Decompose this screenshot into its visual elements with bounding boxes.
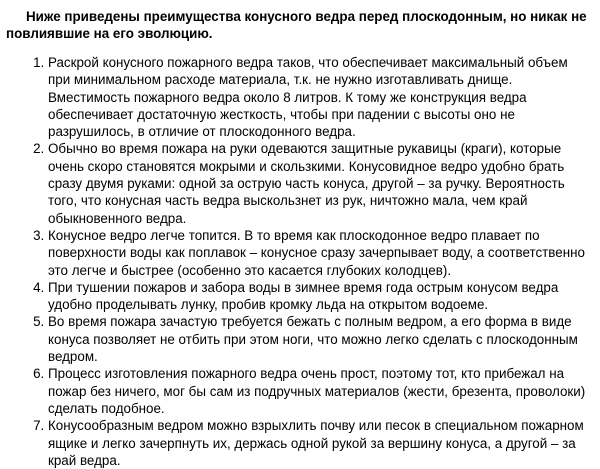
list-item: 1. Раскрой конусного пожарного ведра таков, что обеспечивает максимальный объем при минимальном расходе материала, т.к. не нужно изготавливать днище. Вместимость пожарного ведра около 8 литров. К тому же конструкция ведра обеспечивает достаточную жесткость, чтобы при падении с высоты оно не разрушилось, в отличие от плоскодонного ведра. bbox=[48, 54, 592, 140]
list-item: 3. Конусное ведро легче топится. В то время как плоскодонное ведро плавает по поверхности воды как поплавок – конусное сразу зачерпывает воду, а соответственно это легче и быстрее (особенно это касается глубоких колодцев). bbox=[48, 227, 592, 279]
list-item: 7. Конусообразным ведром можно взрыхлить почву или песок в специальном пожарном ящике и легко зачерпнуть их, держась одной рукой за вершину конуса, а другой – за край ведра. bbox=[48, 417, 592, 469]
list-item: 5. Во время пожара зачастую требуется бежать с полным ведром, а его форма в виде конуса позволяет не отбить при этом ноги, что можно легко сделать с плоскодонным ведром. bbox=[48, 313, 592, 365]
list-item: 4. При тушении пожаров и забора воды в зимнее время года острым конусом ведра удобно проделывать лунку, пробив кромку льда на открытом водоеме. bbox=[48, 279, 592, 314]
list-item: 2. Обычно во время пожара на руки одеваются защитные рукавицы (краги), которые очень скоро становятся мокрыми и скользкими. Конусовидное ведро удобно брать сразу двумя руками: одной за острую часть конуса, другой – за ручку. Вероятность того, что конусная часть ведра выскользнет из рук, ничтожно мала, чем край обыкновенного ведра. bbox=[48, 140, 592, 226]
list-item: 6. Процесс изготовления пожарного ведра очень прост, поэтому тот, кто прибежал на пожар без ничего, мог бы сам из подручных материалов (жести, брезента, проволоки) сделать подобное. bbox=[48, 365, 592, 417]
advantages-list bbox=[6, 54, 592, 469]
intro-paragraph: Ниже приведены преимущества конусного ведра перед плоскодонным, но никак не повлиявшие на его эволюцию. bbox=[6, 9, 587, 41]
